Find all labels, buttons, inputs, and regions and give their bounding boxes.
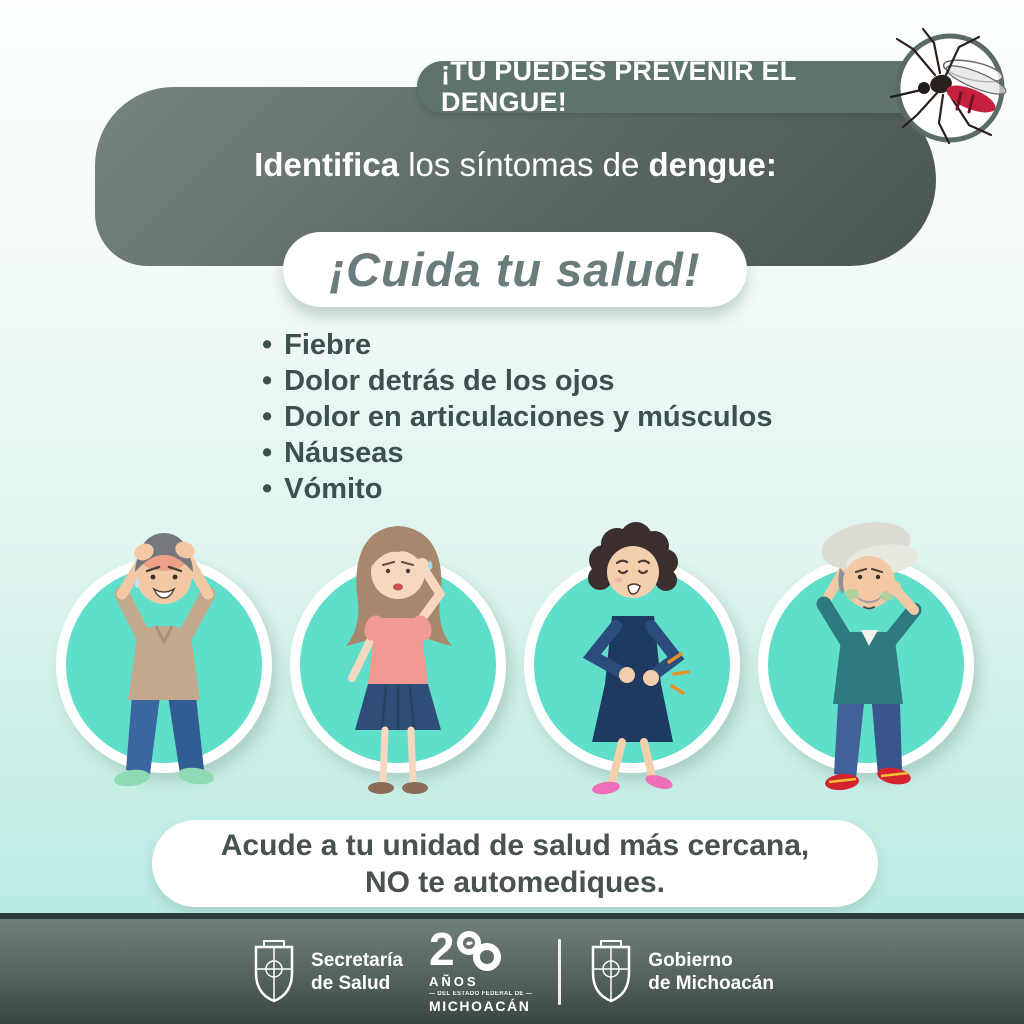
banner-pill xyxy=(417,56,929,117)
secretaria-logo-group xyxy=(250,939,403,1005)
secretaria-line1: Secretaría xyxy=(311,949,403,971)
symptom-item xyxy=(262,363,772,399)
cuida-pill xyxy=(283,232,747,307)
bullet-icon: • xyxy=(262,473,273,505)
symptom-label: Dolor detrás de los ojos xyxy=(284,365,615,397)
advice-no: NO xyxy=(364,865,410,899)
bicentennial-logo xyxy=(428,923,533,1014)
identify-heading xyxy=(95,146,936,184)
symptom-label: Náuseas xyxy=(284,437,404,469)
coat-of-arms-icon xyxy=(587,939,635,1005)
bullet-icon: • xyxy=(262,329,273,361)
bicentennial-200 xyxy=(428,923,501,975)
symptom-label: Vómito xyxy=(284,473,383,505)
gobierno-line2: de Michoacán xyxy=(648,972,774,994)
bicentennial-subline: — DEL ESTADO FEDERAL DE — xyxy=(428,991,533,997)
symptom-item xyxy=(262,435,772,471)
digit-two: 2 xyxy=(428,923,455,975)
bullet-icon: • xyxy=(262,365,273,397)
girl-fever-icon xyxy=(298,510,498,810)
michoacan-label: MICHOACÁN xyxy=(428,998,531,1014)
bullet-icon: • xyxy=(262,401,273,433)
symptom-label: Dolor en articulaciones y músculos xyxy=(284,401,773,433)
woman-abdominal-pain-icon xyxy=(532,510,732,810)
footer-bar xyxy=(0,919,1024,1024)
banner-label: ¡TÚ PUEDES PREVENIR EL DENGUE! xyxy=(441,56,796,117)
identify-dengue: dengue: xyxy=(648,146,777,183)
mosquito-icon xyxy=(893,31,1007,145)
symptom-item xyxy=(262,327,772,363)
secretaria-label xyxy=(311,949,403,995)
gobierno-label xyxy=(648,949,774,995)
anios-label: AÑOS xyxy=(428,974,479,989)
cuida-label: ¡Cuida tu salud! xyxy=(329,243,701,296)
coat-of-arms-icon xyxy=(250,939,298,1005)
secretaria-line2: de Salud xyxy=(311,972,391,994)
symptom-label: Fiebre xyxy=(284,329,372,361)
identify-word: Identifica xyxy=(254,146,400,183)
zero-icon xyxy=(473,943,501,971)
symptom-list xyxy=(262,327,772,507)
advice-line2 xyxy=(365,864,665,901)
advice-line1: Acude a tu unidad de salud más cercana, xyxy=(220,828,810,862)
advice-line2-rest: te automediques. xyxy=(409,865,666,899)
man-nausea-icon xyxy=(766,510,966,810)
gobierno-line1: Gobierno xyxy=(648,949,733,971)
footer-vertical-divider xyxy=(558,939,561,1005)
man-headache-icon xyxy=(64,510,264,810)
identify-middle: los síntomas de xyxy=(399,146,649,183)
bullet-icon: • xyxy=(262,437,273,469)
symptom-item xyxy=(262,399,772,435)
gobierno-logo-group xyxy=(587,939,774,1005)
symptom-item xyxy=(262,471,772,507)
advice-box xyxy=(152,820,878,907)
